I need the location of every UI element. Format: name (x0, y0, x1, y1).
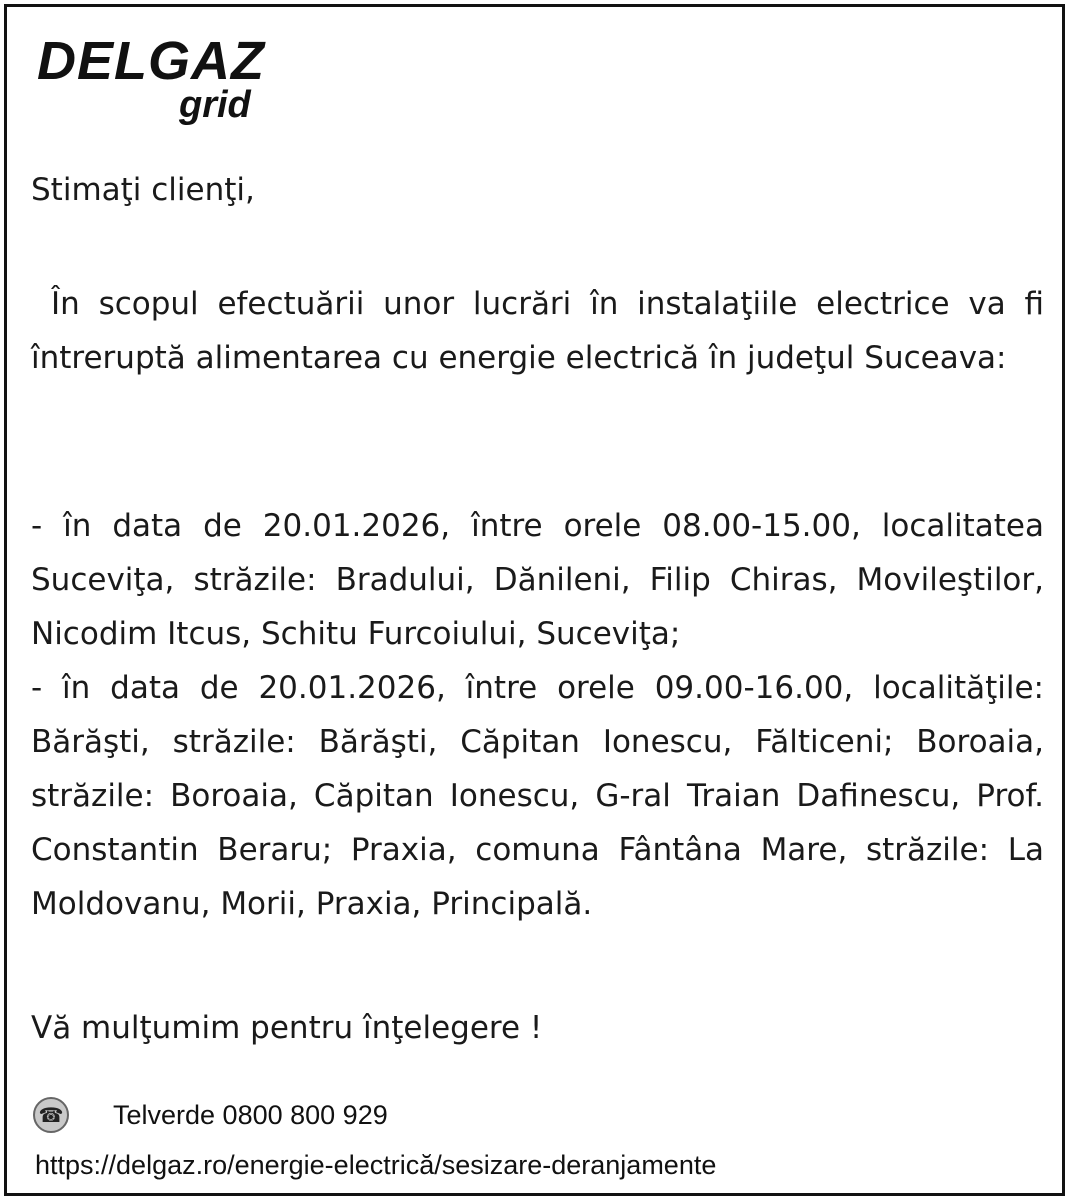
phone-row (33, 1095, 388, 1135)
telephone-icon: ☎ (33, 1097, 69, 1133)
logo-sub-text: grid (179, 84, 251, 126)
intro-paragraph: În scopul efectuării unor lucrări în instalaţiile electrice va fi întreruptă alimentarea cu energie electrică în judeţul Suceava: (31, 286, 1044, 376)
contact-url[interactable]: https://delgaz.ro/energie-electrică/sesizare-deranjamente (35, 1150, 717, 1180)
greeting: Stimaţi clienţi, (31, 172, 255, 208)
thanks-text: Vă mulţumim pentru înţelegere ! (31, 1010, 543, 1046)
logo-main-text: DELGAZ (37, 31, 265, 91)
notice-frame (4, 4, 1065, 1196)
outage-item-2: - în data de 20.01.2026, între orele 09.00-16.00, localităţile: Bărăşti, străzile: Bărăşti, Căpitan Ionescu, Fălticeni; Boroaia, străzile: Boroaia, Căpitan Ionescu, G-ral Traian Dafinescu, Prof. Constantin Beraru; Praxia, comuna Fântâna Mare, străzile: La Moldovanu, Morii, Praxia, Principală. (31, 670, 1044, 922)
outage-item-1: - în data de 20.01.2026, între orele 08.00-15.00, localitatea Suceviţa, străzile: Bradului, Dănileni, Filip Chiras, Movileştilor, Nicodim Itcus, Schitu Furcoiului, Suceviţa; (31, 508, 1044, 652)
phone-number: Telverde 0800 800 929 (113, 1099, 388, 1130)
delgaz-grid-logo (37, 31, 287, 131)
